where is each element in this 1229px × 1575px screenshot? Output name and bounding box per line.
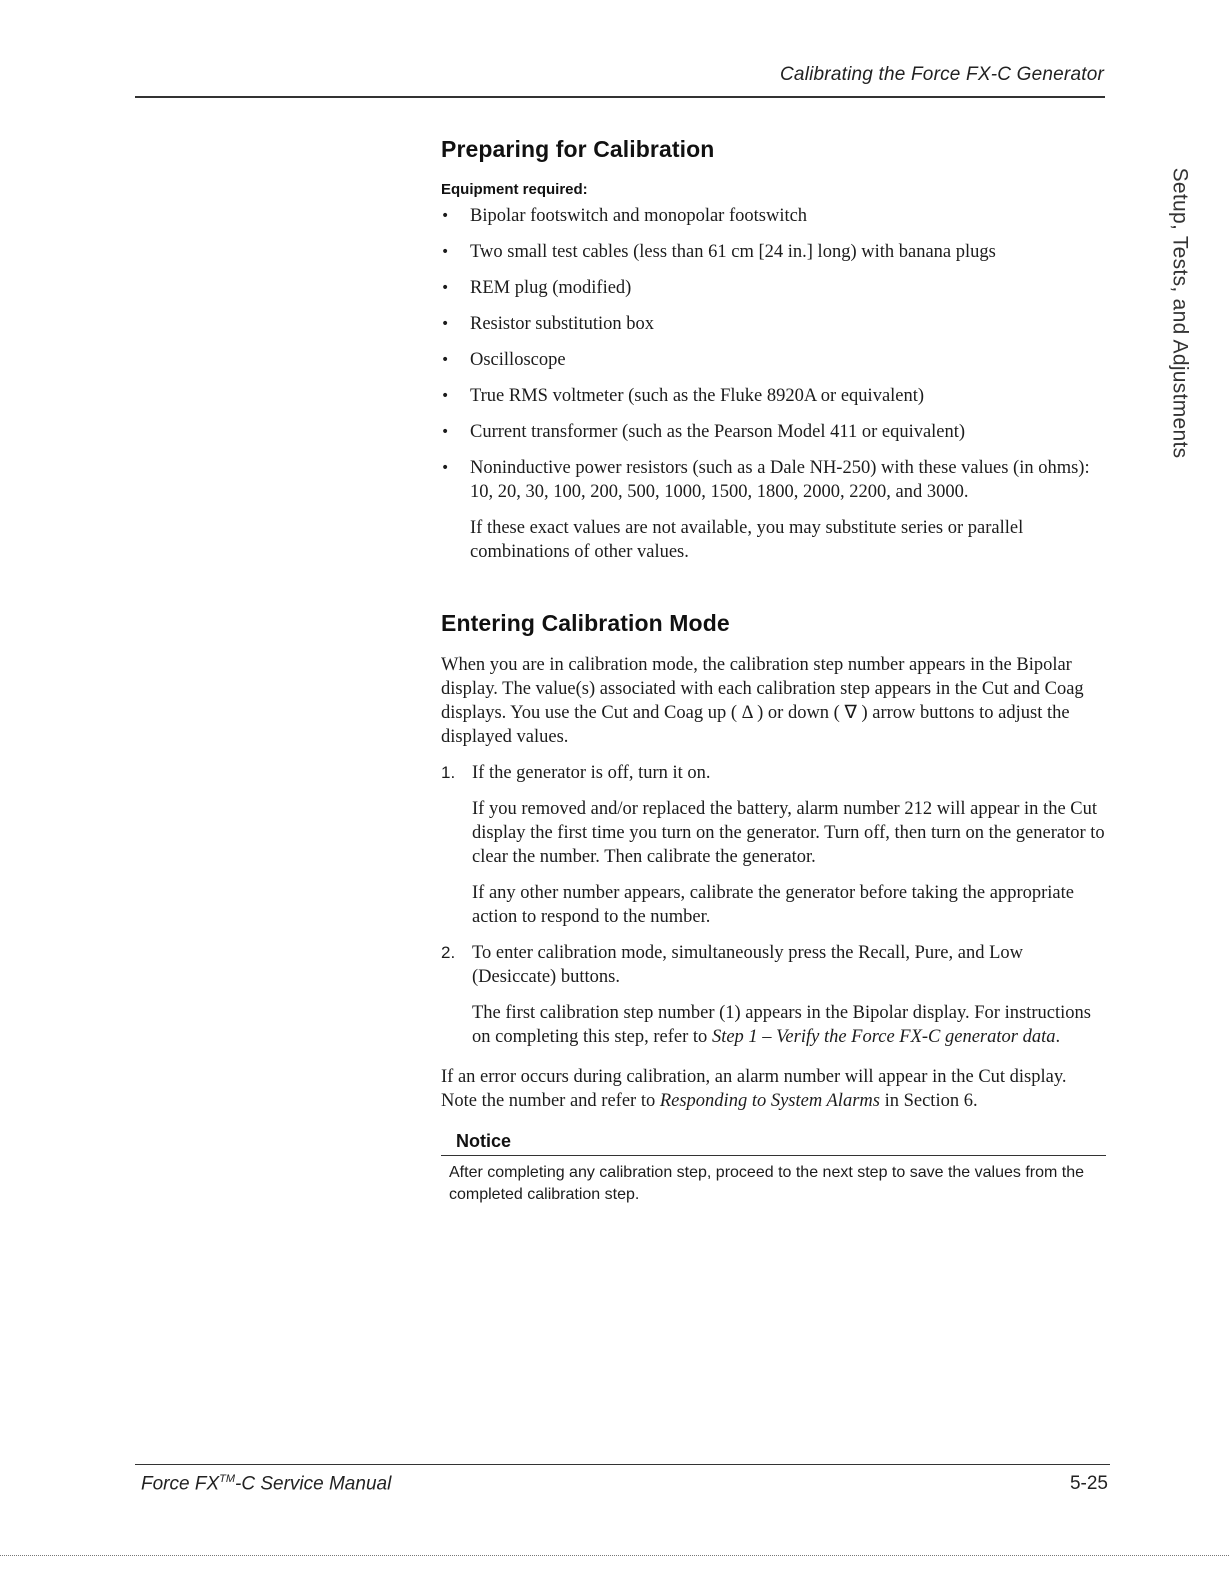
scan-edge-divider — [0, 1555, 1229, 1556]
step-2 — [441, 941, 1106, 1049]
side-tab-label: Setup, Tests, and Adjustments — [1168, 167, 1192, 459]
step-1 — [441, 761, 1106, 929]
equipment-list — [441, 204, 1106, 504]
cross-reference-link[interactable]: Step 1 – Verify the Force FX-C generator data — [711, 1027, 1056, 1047]
equipment-subhead: Equipment required: — [441, 181, 588, 198]
closing-paragraph: If an error occurs during calibration, an alarm number will appear in the Cut display. Note the number and refer to Responding to System Alarms in Section 6. — [441, 1067, 1067, 1111]
step-number: 2. — [441, 943, 456, 962]
step-paragraph: If you removed and/or replaced the battery, alarm number 212 will appear in the Cut display the first time you turn on the generator. Turn off, then turn on the generator to clear the number. Then calibrate the generator. — [472, 799, 1105, 867]
list-item: • Current transformer (such as the Pearson Model 411 or equivalent) — [441, 422, 966, 442]
bullet-icon: • — [441, 424, 450, 440]
step-text: If the generator is off, turn it on. — [472, 763, 711, 783]
list-item: • Resistor substitution box — [441, 314, 654, 334]
footer-manual-title: Force FX™-C Service Manual — [141, 1473, 392, 1495]
step-paragraph: If any other number appears, calibrate the generator before taking the appropriate action to respond to the number. — [472, 883, 1074, 927]
footer-rule — [135, 1464, 1110, 1465]
notice-box — [441, 1131, 1106, 1206]
step-paragraph: The first calibration step number (1) appears in the Bipolar display. For instructions on completing this step, refer to Step 1 – Verify the Force FX-C generator data. — [472, 1003, 1091, 1047]
running-header: Calibrating the Force FX-C Generator — [780, 64, 1104, 85]
list-item: • Oscilloscope — [441, 350, 566, 370]
step-text: To enter calibration mode, simultaneously press the Recall, Pure, and Low (Desiccate) buttons. — [472, 943, 1023, 987]
notice-title: Notice — [441, 1131, 1106, 1156]
side-tab — [1160, 168, 1198, 458]
list-item: • Two small test cables (less than 61 cm [24 in.] long) with banana plugs — [441, 242, 996, 262]
bullet-icon: • — [441, 352, 450, 368]
list-item: • Bipolar footswitch and monopolar footswitch — [441, 206, 808, 226]
bullet-icon: • — [441, 316, 450, 332]
list-item: • REM plug (modified) — [441, 278, 632, 298]
header-rule — [135, 96, 1105, 98]
page-number: 5-25 — [1069, 1473, 1108, 1494]
intro-paragraph: When you are in calibration mode, the calibration step number appears in the Bipolar display. The value(s) associated with each calibration step appears in the Cut and Coag displays. You use the Cut and Coag up ( Δ ) or down ( ∇ ) arrow buttons to adjust the displayed values. — [441, 655, 1084, 747]
resistor-note: If these exact values are not available, you may substitute series or parallel combinations of other values. — [470, 518, 1024, 562]
section-title-preparing: Preparing for Calibration — [441, 136, 715, 162]
list-item: • True RMS voltmeter (such as the Fluke 8920A or equivalent) — [441, 386, 925, 406]
bullet-icon: • — [441, 388, 450, 404]
section-entering — [441, 610, 1106, 1206]
bullet-icon: • — [441, 208, 450, 224]
page-content — [441, 136, 1106, 1206]
section-title-entering: Entering Calibration Mode — [441, 610, 730, 636]
bullet-icon: • — [441, 244, 450, 260]
bullet-icon: • — [441, 280, 450, 296]
bullet-icon: • — [441, 460, 450, 476]
list-item: • Noninductive power resistors (such as a Dale NH-250) with these values (in ohms): 10, 20, 30, 100, 200, 500, 1000, 1500, 1800, 2000, 2200, and 3000. — [441, 458, 1090, 502]
step-number: 1. — [441, 763, 456, 782]
notice-text: After completing any calibration step, proceed to the next step to save the values from the completed calibration step. — [449, 1164, 1085, 1203]
cross-reference-link[interactable]: Responding to System Alarms — [659, 1091, 880, 1111]
